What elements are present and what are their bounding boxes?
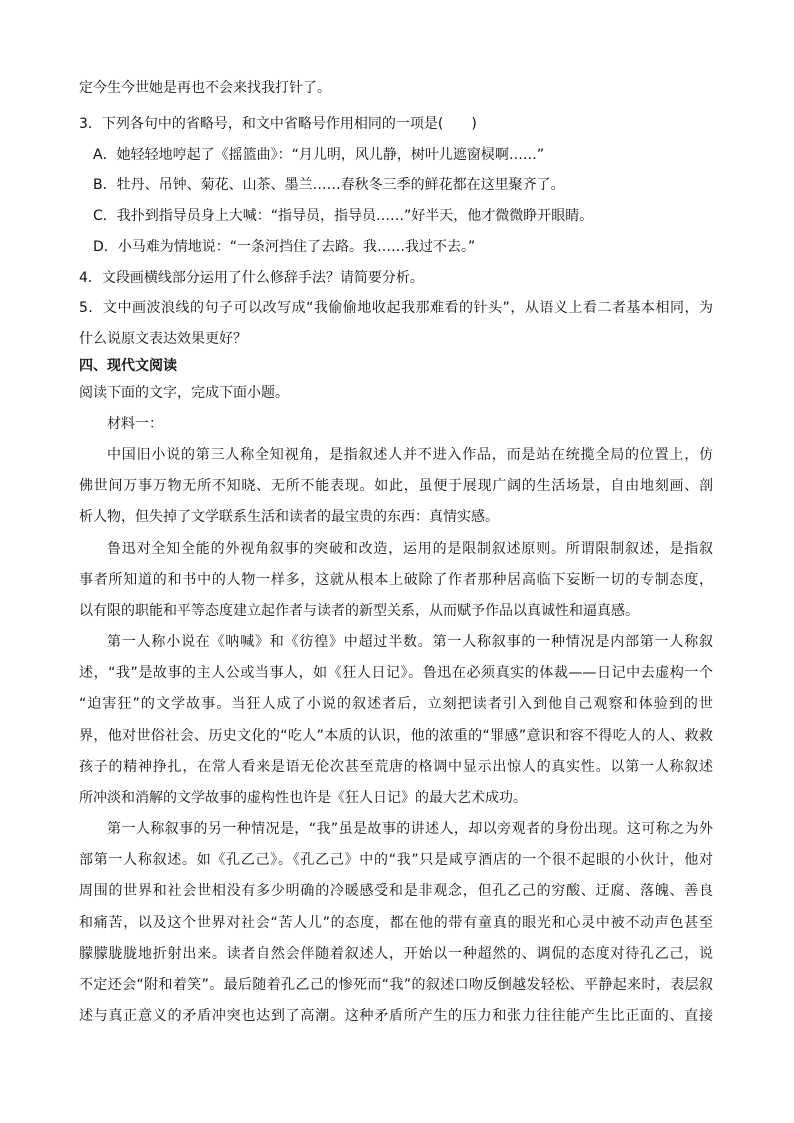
paragraph-line: 鲁迅对全知全能的外视角叙事的突破和改造，运用的是限制叙述原则。所谓限制叙述，是指叙 [107,541,713,557]
material-label: 材料一： [107,416,163,432]
reading-instruction: 阅读下面的文字，完成下面小题。 [79,385,289,401]
question-5-line-2: 什么说原文表达效果更好？ [79,331,247,347]
option-d: D．小马难为情地说：“一条河挡住了去路。我……我过不去。” [93,239,476,255]
paragraph-line: 中国旧小说的第三人称全知视角，是指叙述人并不进入作品，而是站在统揽全局的位置上，仿 [107,447,713,463]
option-b: B．牡丹、吊钟、菊花、山茶、墨兰……春秋冬三季的鲜花都在这里聚齐了。 [93,177,565,193]
paragraph-line: 第一人称小说在《呐喊》和《彷徨》中超过半数。第一人称叙事的一种情况是内部第一人称叙 [107,634,713,650]
paragraph-line: 述，“我”是故事的主人公或当事人，如《狂人日记》。鲁迅在必须真实的体裁——日记中去虚构一个 [79,665,713,681]
question-5-line-1: 5．文中画波浪线的句子可以改写成“我偷偷地收起我那难看的针头”，从语义上看二者基本相同，为 [79,300,713,316]
option-c: C．我扑到指导员身上大喊：“指导员，指导员……”好半天，他才微微睁开眼睛。 [93,208,594,224]
paragraph-line: 以有限的职能和平等态度建立起作者与读者的新型关系，从而赋予作品以真诚性和逼真感。 [79,603,639,619]
section-heading: 四、现代文阅读 [79,358,177,374]
paragraph-line: 第一人称叙事的另一种情况是，“我”虽是故事的讲述人，却以旁观者的身份出现。这可称之为外 [107,821,713,837]
paragraph-line: 事者所知道的和书中的人物一样多，这就从根本上破除了作者那种居高临下妄断一切的专制态度， [79,572,713,588]
paragraph-line: 部第一人称叙述。如《孔乙己》。《孔乙己》中的“我”只是咸亨酒店的一个很不起眼的小伙计，他对 [79,852,713,868]
paragraph-line: 孩子的精神挣扎，在常人看来是语无伦次甚至荒唐的格调中显示出惊人的真实性。以第一人称叙述 [79,759,713,775]
text-line-continuation: 定今生今世她是再也不会来找我打针了。 [79,80,331,96]
paragraph-line: 析人物，但失掉了文学联系生活和读者的最宝贵的东西：真情实感。 [79,509,499,525]
paragraph-line: 周围的世界和社会世相没有多少明确的冷暖感受和是非观念，但孔乙己的穷酸、迂腐、落魄、善良 [79,883,713,899]
question-3: 3．下列各句中的省略号，和文中省略号作用相同的一项是( ) [79,116,477,132]
paragraph-line: “迫害狂”的文学故事。当狂人成了小说的叙述者后，立刻把读者引入到他自己观察和体验到的世 [79,696,713,712]
option-a: A．她轻轻地哼起了《摇篮曲》：“月儿明，风儿静，树叶儿遮窗棂啊……” [93,147,545,163]
paragraph-line: 所冲淡和消解的文学故事的虚构性也许是《狂人日记》的最大艺术成功。 [79,790,527,806]
paragraph-line: 不定还会“附和着笑”。最后随着孔乙己的惨死而“我”的叙述口吻反倒越发轻松、平静起来时，表层叙 [79,977,713,993]
paragraph-line: 述与真正意义的矛盾冲突也达到了高潮。这种矛盾所产生的压力和张力往往能产生比正面的、直接 [79,1008,713,1024]
paragraph-line: 佛世间万事万物无所不知晓、无所不能表现。如此，虽便于展现广阔的生活场景，自由地刻画、剖 [79,478,713,494]
paragraph-line: 朦朦胧胧地折射出来。读者自然会伴随着叙述人，开始以一种超然的、调侃的态度对待孔乙己，说 [79,946,713,962]
paragraph-line: 界，他对世俗社会、历史文化的“吃人”本质的认识，他的浓重的“罪感”意识和容不得吃人的人、救救 [79,728,713,744]
question-4: 4．文段画横线部分运用了什么修辞手法？请简要分析。 [79,270,424,286]
paragraph-line: 和痛苦，以及这个世界对社会“苦人儿”的态度，都在他的带有童真的眼光和心灵中被不动声色甚至 [79,915,713,931]
